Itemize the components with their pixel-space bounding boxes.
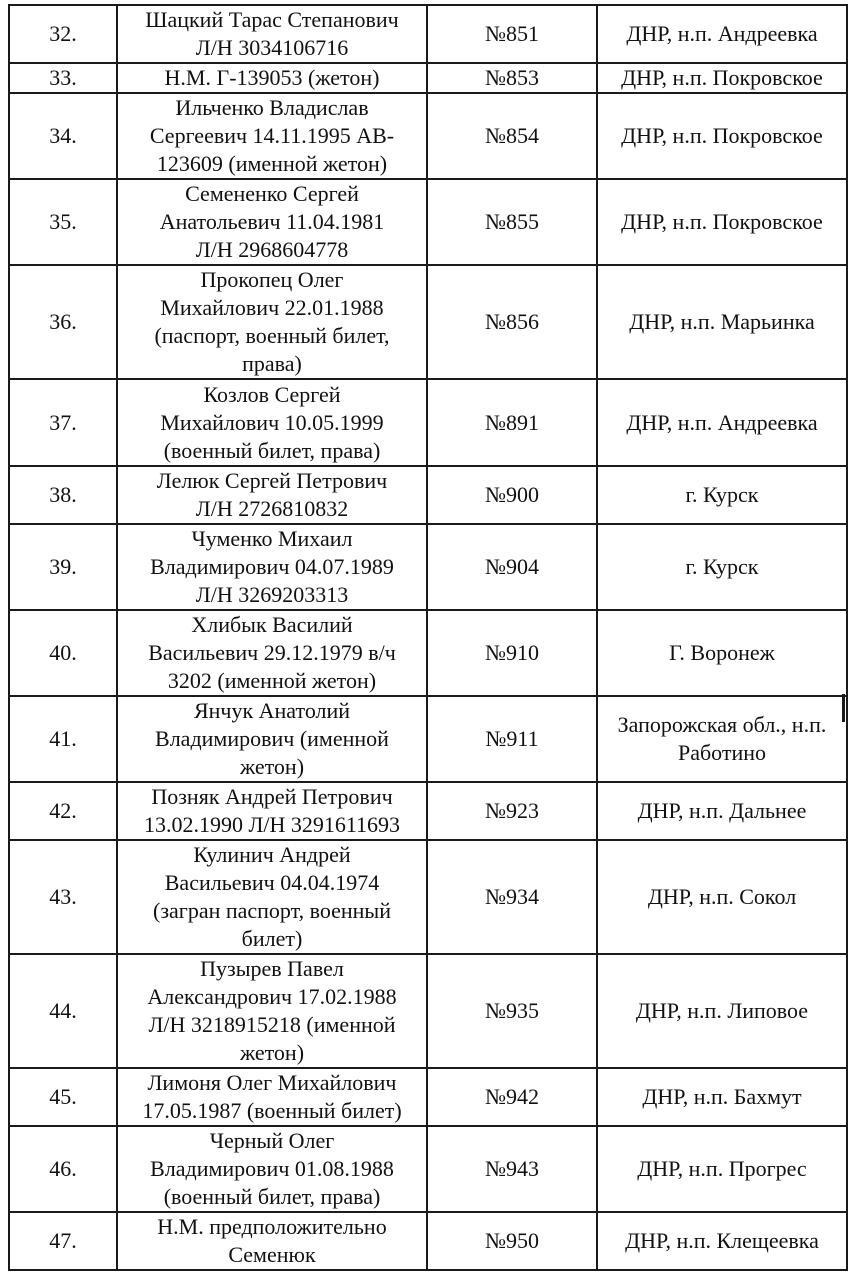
table-row <box>9 524 847 610</box>
row-number: 39. <box>9 524 117 610</box>
record-number: №900 <box>427 466 597 524</box>
record-number: №923 <box>427 782 597 840</box>
person-line: Н.М. Г-139053 (жетон) <box>164 65 380 90</box>
table-row <box>9 954 847 1068</box>
place-cell <box>597 610 847 696</box>
person-cell <box>117 5 427 63</box>
person-line: Козлов Сергей <box>203 381 341 407</box>
person-line: Александрович 17.02.1988 <box>147 984 397 1009</box>
place-line: Г. Воронеж <box>669 640 775 665</box>
person-line: жетон) <box>239 1040 305 1065</box>
place-cell <box>597 5 847 63</box>
person-cell <box>117 696 427 782</box>
place-line: ДНР, н.п. Покровское <box>621 65 823 90</box>
table-row <box>9 5 847 63</box>
person-line: Семененко Сергей <box>185 181 359 206</box>
person-cell <box>117 954 427 1068</box>
record-number: №851 <box>427 5 597 63</box>
place-line: Работино <box>677 740 767 765</box>
place-cell <box>597 1212 847 1270</box>
person-line: Шацкий Тарас Степанович <box>145 7 399 32</box>
person-line: (загран паспорт, военный <box>153 898 391 923</box>
person-line: Лимоня Олег Михайлович <box>147 1070 397 1095</box>
table-row <box>9 610 847 696</box>
row-number: 41. <box>9 696 117 782</box>
record-number: №934 <box>427 840 597 954</box>
record-number: №891 <box>427 379 597 466</box>
person-line: Лелюк Сергей Петрович <box>156 468 388 493</box>
row-number: 36. <box>9 265 117 379</box>
row-number: 38. <box>9 466 117 524</box>
place-line: ДНР, н.п. Андреевка <box>626 409 818 435</box>
row-number: 44. <box>9 954 117 1068</box>
person-line: билет) <box>241 926 303 951</box>
table-row <box>9 1068 847 1126</box>
row-number: 37. <box>9 379 117 466</box>
place-cell <box>597 379 847 466</box>
table-row <box>9 379 847 466</box>
row-number: 33. <box>9 63 117 93</box>
record-number: №950 <box>427 1212 597 1270</box>
row-number: 35. <box>9 179 117 265</box>
row-number: 40. <box>9 610 117 696</box>
row-number: 46. <box>9 1126 117 1212</box>
place-cell <box>597 840 847 954</box>
person-line: Л/Н 3269203313 <box>195 582 349 607</box>
person-line: Янчук Анатолий <box>193 698 351 723</box>
place-cell <box>597 1068 847 1126</box>
record-number: №904 <box>427 524 597 610</box>
person-cell <box>117 610 427 696</box>
person-line: 17.05.1987 (военный билет) <box>142 1098 402 1123</box>
place-line: ДНР, н.п. Бахмут <box>642 1084 802 1109</box>
table-edge-mark <box>842 694 845 722</box>
record-number: №853 <box>427 63 597 93</box>
table-row <box>9 696 847 782</box>
person-cell <box>117 379 427 466</box>
records-table <box>8 4 848 1271</box>
record-number: №935 <box>427 954 597 1068</box>
record-number: №854 <box>427 93 597 179</box>
person-line: жетон) <box>239 754 305 779</box>
person-cell <box>117 93 427 179</box>
person-line: Васильевич 29.12.1979 в/ч <box>148 640 396 665</box>
person-cell <box>117 265 427 379</box>
person-line: Н.М. предположительно <box>157 1214 387 1239</box>
place-line: ДНР, н.п. Андреевка <box>626 21 818 46</box>
record-number: №855 <box>427 179 597 265</box>
person-line: Черный Олег <box>209 1128 335 1153</box>
row-number: 43. <box>9 840 117 954</box>
place-line: ДНР, н.п. Сокол <box>647 884 797 909</box>
row-number: 47. <box>9 1212 117 1270</box>
person-line: Владимирович (именной <box>155 726 389 751</box>
place-cell <box>597 63 847 93</box>
person-cell <box>117 1212 427 1270</box>
table-row <box>9 93 847 179</box>
place-cell <box>597 1126 847 1212</box>
person-line: Л/Н 2968604778 <box>195 237 349 262</box>
person-cell <box>117 1068 427 1126</box>
person-line: Чуменко Михаил <box>191 526 353 551</box>
place-line: ДНР, н.п. Марьинка <box>629 309 815 334</box>
place-line: ДНР, н.п. Покровское <box>621 209 823 234</box>
person-line: 123609 (именной жетон) <box>156 151 388 176</box>
place-line: г. Курск <box>685 554 759 579</box>
person-line: Васильевич 04.04.1974 <box>164 870 380 895</box>
table-row <box>9 179 847 265</box>
record-number: №856 <box>427 265 597 379</box>
place-line: ДНР, н.п. Дальнее <box>637 798 807 823</box>
place-line: Запорожская обл., н.п. <box>617 712 827 737</box>
person-cell <box>117 1126 427 1212</box>
place-cell <box>597 466 847 524</box>
person-cell <box>117 63 427 93</box>
records-table-body <box>9 5 847 1270</box>
table-row <box>9 840 847 954</box>
place-cell <box>597 524 847 610</box>
person-line: Владимирович 04.07.1989 <box>150 554 394 579</box>
person-line: Позняк Андрей Петрович <box>151 784 393 809</box>
person-line: Л/Н 2726810832 <box>195 496 349 521</box>
place-line: ДНР, н.п. Покровское <box>621 123 823 148</box>
table-row <box>9 466 847 524</box>
person-line: Владимирович 01.08.1988 <box>150 1156 394 1181</box>
record-number: №910 <box>427 610 597 696</box>
person-line: (паспорт, военный билет, <box>154 323 390 348</box>
place-cell <box>597 696 847 782</box>
place-line: ДНР, н.п. Клещеевка <box>625 1228 819 1253</box>
place-cell <box>597 179 847 265</box>
record-number: №942 <box>427 1068 597 1126</box>
table-row <box>9 265 847 379</box>
record-number: №911 <box>427 696 597 782</box>
table-row <box>9 63 847 93</box>
place-line: ДНР, н.п. Липовое <box>635 998 809 1023</box>
person-line: Сергеевич 14.11.1995 АВ- <box>149 123 395 148</box>
person-cell <box>117 179 427 265</box>
place-cell <box>597 782 847 840</box>
row-number: 42. <box>9 782 117 840</box>
table-row <box>9 782 847 840</box>
person-line: Пузырев Павел <box>200 956 344 981</box>
person-line: Михайлович 10.05.1999 <box>160 409 384 435</box>
table-row <box>9 1126 847 1212</box>
person-line: Хлибык Василий <box>191 612 353 637</box>
person-line: права) <box>242 351 302 376</box>
row-number: 32. <box>9 5 117 63</box>
person-line: Л/Н 3218915218 (именной <box>148 1012 396 1037</box>
person-line: Михайлович 22.01.1988 <box>160 295 384 320</box>
person-line: 13.02.1990 Л/Н 3291611693 <box>143 812 401 837</box>
person-line: Семенюк <box>228 1242 316 1267</box>
person-line: Кулинич Андрей <box>193 842 351 867</box>
row-number: 45. <box>9 1068 117 1126</box>
row-number: 34. <box>9 93 117 179</box>
place-cell <box>597 93 847 179</box>
person-line: Анатольевич 11.04.1981 <box>159 209 385 234</box>
person-cell <box>117 782 427 840</box>
place-cell <box>597 265 847 379</box>
table-row <box>9 1212 847 1270</box>
place-line: ДНР, н.п. Прогрес <box>637 1156 807 1181</box>
person-cell <box>117 524 427 610</box>
person-cell <box>117 840 427 954</box>
person-cell <box>117 466 427 524</box>
person-line: (военный билет, права) <box>163 1184 381 1209</box>
person-line: (военный билет, права) <box>163 437 381 463</box>
place-line: г. Курск <box>685 482 759 507</box>
place-cell <box>597 954 847 1068</box>
person-line: 3202 (именной жетон) <box>167 668 377 693</box>
record-number: №943 <box>427 1126 597 1212</box>
person-line: Л/Н 3034106716 <box>195 35 349 60</box>
person-line: Ильченко Владислав <box>175 95 369 120</box>
person-line: Прокопец Олег <box>200 267 344 292</box>
